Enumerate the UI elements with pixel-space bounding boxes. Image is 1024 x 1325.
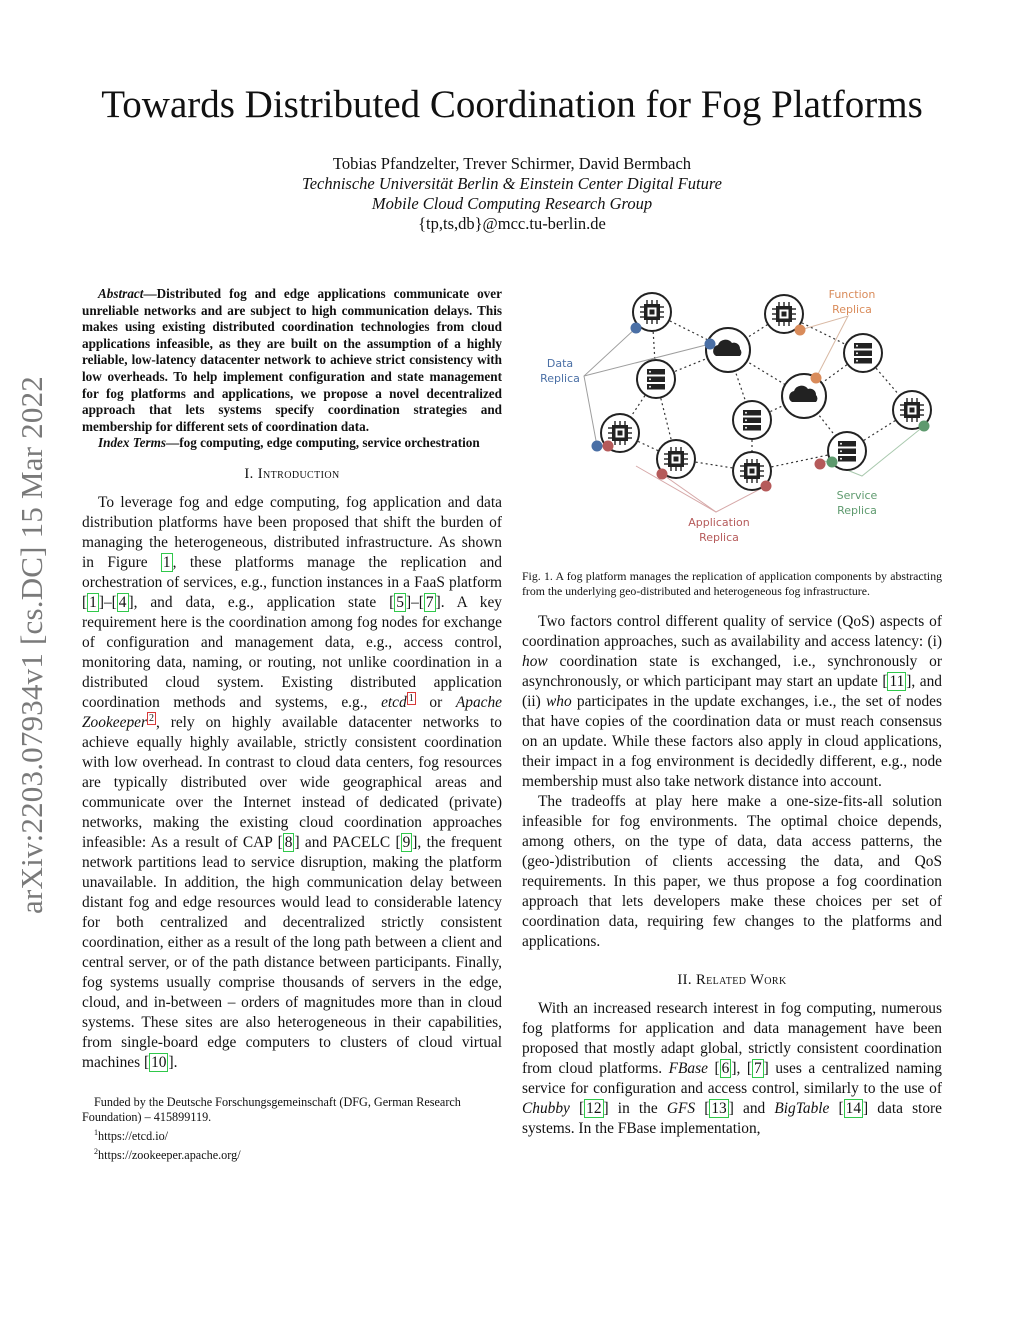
abstract xyxy=(82,286,502,435)
figure-caption: Fig. 1. A fog platform manages the replication of application components by abstracting from the underlying geo-distributed and heterogeneous fog infrastructure. xyxy=(522,569,942,598)
arxiv-stamp xyxy=(2,350,62,940)
index-terms-text: —fog computing, edge computing, service orchestration xyxy=(166,435,480,451)
function-replica-label: Function xyxy=(828,288,876,301)
etcd-term: etcd xyxy=(381,693,407,711)
intro-text-f: ]. A key requirement here is the coordination among fog nodes for exchange of configuration and management data, e.g., access control, monitoring data, naming, or routing, not unlike coordination in a distributed cloud system. Existing distributed application coordination methods and systems, e.g., xyxy=(82,593,502,711)
related-work-paragraph xyxy=(522,999,942,1139)
server-icon xyxy=(844,334,882,372)
qos-text-b: coordination state is exchanged, i.e., synchronously or asynchronously, or which participant may start an update [ xyxy=(522,653,942,690)
function-replica-label-2: Replica xyxy=(832,303,872,316)
citation-link[interactable]: 8 xyxy=(284,833,293,851)
right-column xyxy=(522,286,942,1139)
index-terms xyxy=(82,435,502,452)
gfs-term: GFS xyxy=(666,1100,696,1117)
abstract-lead: Abstract xyxy=(98,286,144,301)
intro-text-b: , these platforms manage the replication and orchestration of services, e.g., function instances in a FaaS platform [ xyxy=(82,553,502,611)
footnote-2-url[interactable]: https://zookeeper.apache.org/ xyxy=(98,1148,241,1163)
intro-text-h: , rely on highly available datacenter networks to achieve equally highly available, strictly consistent coordination with low overhead. In contrast to cloud data centers, fog resources are typically distributed over wide geographical areas and communicate over the Internet instead of dedicated (private) networks, making the existing cloud coordination approaches infeasible: As a result of CAP [ xyxy=(82,713,502,851)
footnote-1-url[interactable]: https://etcd.io/ xyxy=(98,1129,169,1143)
intro-text-k: ]. xyxy=(168,1053,178,1071)
who-term: who xyxy=(546,693,572,710)
citation-link[interactable]: 13 xyxy=(711,1100,727,1117)
paper-title: Towards Distributed Coordination for Fog Platforms xyxy=(101,83,923,126)
bigtable-term: BigTable xyxy=(774,1100,830,1117)
fog-platform-diagram xyxy=(522,286,942,556)
related-text-b: [ xyxy=(707,1060,720,1077)
funding-note: Funded by the Deutsche Forschungsgemeinschaft (DFG, German Research Foundation) – 415899119. xyxy=(82,1094,461,1124)
application-replica-label-2: Replica xyxy=(699,531,739,544)
affiliation-1: Technische Universität Berlin & Einstein Center Digital Future xyxy=(302,174,722,193)
author-block xyxy=(0,154,1024,234)
section-2-heading xyxy=(522,972,942,989)
zookeeper-term: Apache Zookeeper xyxy=(82,693,502,731)
qos-text-d: participates in the update exchanges, i.e., the set of nodes that have copies of the coordination data or must reach consensus on an update. While these factors also apply in cloud applications, their impact in a fog environment is decidedly different, e.g., node membership must also take network distance into account. xyxy=(522,693,942,790)
footnote-ref-link[interactable]: 2 xyxy=(148,712,154,724)
citation-link[interactable]: 7 xyxy=(753,1060,762,1077)
intro-text-e: ]–[ xyxy=(405,593,424,611)
how-term: how xyxy=(522,653,548,670)
section-2-title: Related Work xyxy=(696,972,787,988)
footnotes xyxy=(82,1095,502,1163)
footnote-2-marker: 2 xyxy=(94,1147,98,1156)
related-text-a: With an increased research interest in fog computing, numerous fog platforms for application and data management have been proposed that mostly adapt global, strictly consistent coordination from cloud platforms. xyxy=(522,1000,942,1077)
qos-text-a: Two factors control different quality of service (QoS) aspects of coordination approaches, such as availability and access latency: (i) xyxy=(522,613,942,650)
application-replica-label: Application xyxy=(688,516,750,529)
citation-link[interactable]: 4 xyxy=(118,593,127,611)
related-text-c: ], [ xyxy=(731,1060,752,1077)
qos-paragraph xyxy=(522,612,942,792)
abstract-text: —Distributed fog and edge applications communicate over unreliable networks and are subject to high communication delays. This makes using existing distributed coordination technologies from cloud applications infeasible, as they are built on the assumption of a highly reliable, low-latency datacenter network to achieve strict consistency with low overheads. To help implement configuration and state management for fog platforms and applications, we propose a novel decentralized approach that lets systems specify coordination strategies and membership for different sets of coordination data. xyxy=(82,286,502,434)
intro-text-j: ], the frequent network partitions lead to service disruption, making the platform unavailable. In addition, the high communication delay between distant fog and edge resources would lead to considerable latency for both centralized and decentralized strictly consistent coordination, either as a result of the long path between a client and central server, or of the path distance between participants. Finally, fog systems usually comprise thousands of servers in the edge, cloud, and in-between – orders of magnitudes more than in cloud systems. These sites are also heterogeneous in their capabilities, from single-board edge computers to clusters of cloud virtual machines [ xyxy=(82,833,503,1071)
related-text-g: [ xyxy=(695,1100,710,1117)
section-1-heading xyxy=(82,466,502,483)
footnote-1 xyxy=(82,1125,502,1144)
intro-paragraph xyxy=(82,493,502,1073)
related-text-e: [ xyxy=(569,1100,585,1117)
citation-link[interactable]: 9 xyxy=(402,833,411,851)
related-text-f: ] in the xyxy=(603,1100,667,1117)
related-text-j: ] data store systems. In the FBase implementation, xyxy=(522,1100,942,1137)
section-1-number: I. xyxy=(244,465,254,482)
section-1-title: Introduction xyxy=(257,465,340,482)
related-text-h: ] and xyxy=(728,1100,775,1117)
citation-link[interactable]: 6 xyxy=(721,1060,730,1077)
citation-link[interactable]: 12 xyxy=(586,1100,602,1117)
citation-link[interactable]: 14 xyxy=(845,1100,862,1117)
tradeoffs-paragraph: The tradeoffs at play here make a one-size-fits-all solution infeasible for fog environments. The optimal choice depends, among others, on the type of data, data access patterns, the (geo-)distribution of clients accessing the data, and QoS requirements. In this paper, we thus propose a fog coordination approach that lets developers make these choices per set of coordination data, requiring few changes to the platforms and applications. xyxy=(522,793,942,950)
intro-text-i: ] and PACELC [ xyxy=(294,833,401,851)
figure-1 xyxy=(522,286,942,598)
fbase-term: FBase xyxy=(668,1060,708,1077)
citation-link[interactable]: 11 xyxy=(889,673,905,690)
server-icon xyxy=(733,401,771,439)
intro-text-d: ], and data, e.g., application state [ xyxy=(128,593,395,611)
data-replica-label-2: Replica xyxy=(540,372,580,385)
qos-text-c: ], and (ii) xyxy=(522,673,942,710)
service-replica-label-2: Replica xyxy=(837,504,877,517)
citation-link[interactable]: 1 xyxy=(89,593,97,611)
section-2-number: II. xyxy=(677,972,692,988)
affiliation-2: Mobile Cloud Computing Research Group xyxy=(371,194,653,213)
index-terms-lead: Index Terms xyxy=(98,435,167,451)
citation-link[interactable]: 5 xyxy=(396,593,404,611)
service-replica-label: Service xyxy=(836,489,878,502)
author-email: {tp,ts,db}@mcc.tu-berlin.de xyxy=(418,214,606,233)
citation-link[interactable]: 7 xyxy=(425,593,434,611)
citation-link[interactable]: 10 xyxy=(151,1053,167,1071)
footnote-2 xyxy=(82,1144,502,1163)
related-text-d: ] uses a centralized naming service for configuration and access control, similarly to the use of xyxy=(522,1060,942,1097)
figure-ref-link[interactable]: 1 xyxy=(162,553,171,571)
left-column xyxy=(82,286,502,1163)
data-replica-label: Data xyxy=(546,357,574,370)
intro-text-c: ]–[ xyxy=(98,593,117,611)
chubby-term: Chubby xyxy=(522,1100,570,1117)
footnote-1-marker: 1 xyxy=(94,1127,98,1137)
arxiv-stamp-text: arXiv:2203.07934v1 [cs.DC] 15 Mar 2022 xyxy=(14,376,50,914)
footnote-ref-link[interactable]: 1 xyxy=(408,692,414,704)
author-names: Tobias Pfandzelter, Trever Schirmer, David Bermbach xyxy=(332,154,692,173)
intro-text-g: or xyxy=(415,693,456,711)
cloud-icon xyxy=(706,328,750,372)
intro-text-a: To leverage fog and edge computing, fog application and data distribution platforms have been proposed that shift the burden of managing the heterogeneous, distributed infrastructure. As shown in Figure xyxy=(82,493,502,571)
server-icon xyxy=(637,360,675,398)
related-text-i: [ xyxy=(829,1100,844,1117)
